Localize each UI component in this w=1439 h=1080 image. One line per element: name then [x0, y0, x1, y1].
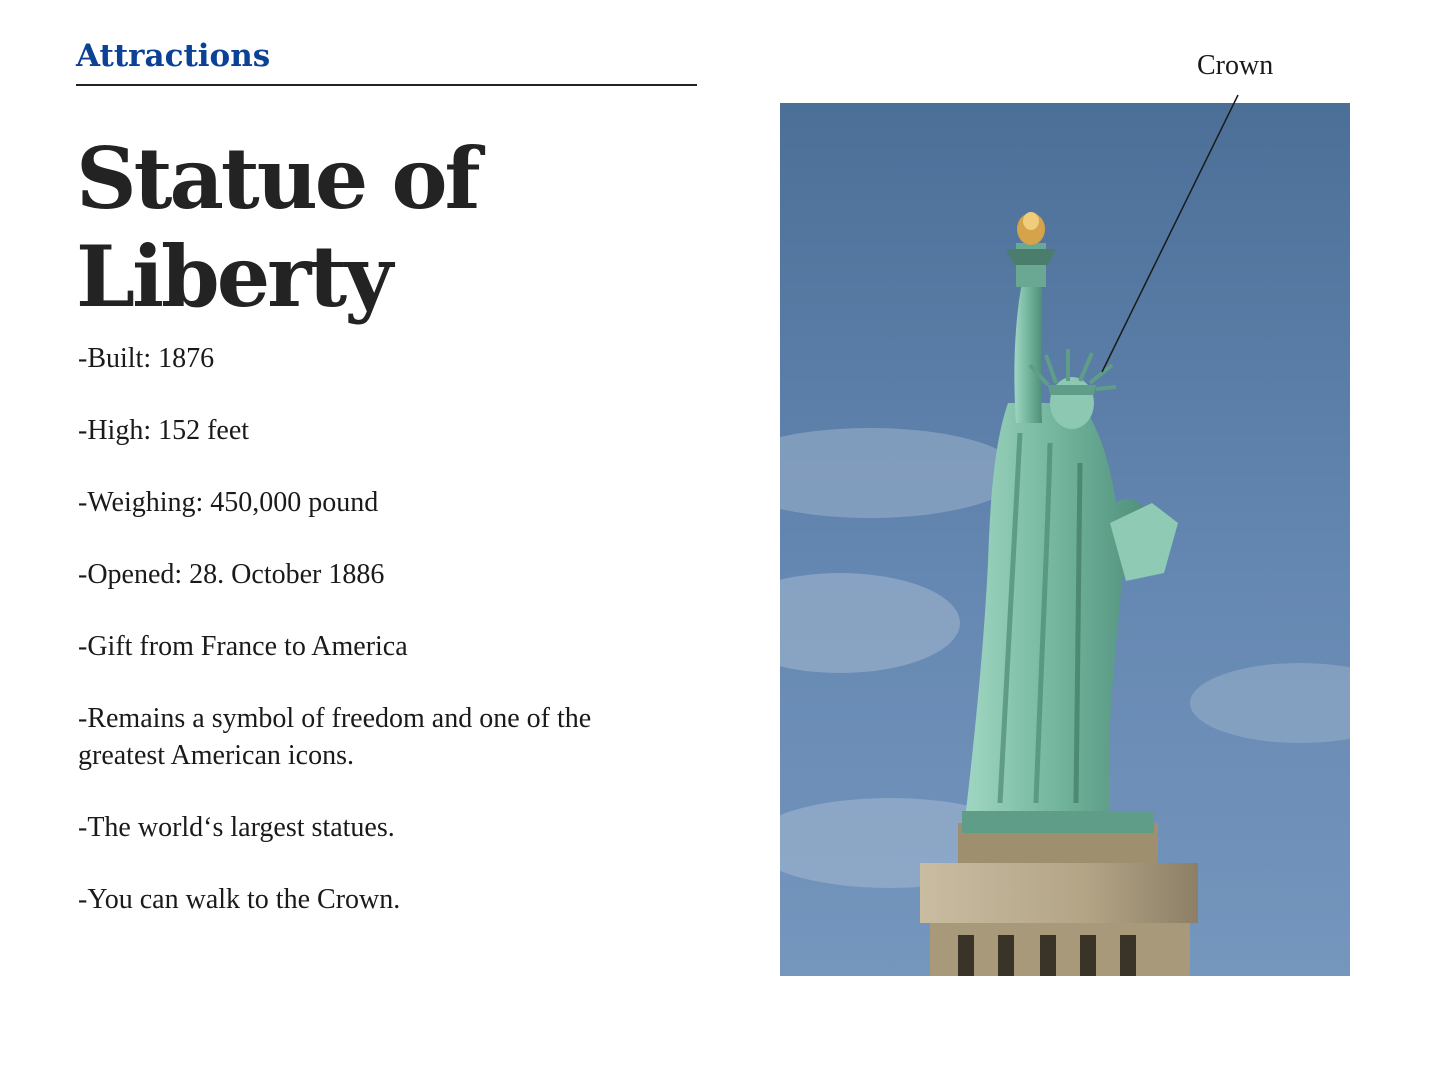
header-divider	[76, 84, 697, 86]
fact-symbol: -Remains a symbol of freedom and one of the greatest American icons.	[78, 703, 592, 771]
statue-illustration	[780, 103, 1350, 976]
crown-callout-label: Crown	[1197, 50, 1274, 81]
plinth	[962, 811, 1154, 833]
facts-list	[78, 340, 678, 953]
statue-photo	[780, 103, 1350, 976]
fact-height: -High: 152 feet	[78, 415, 250, 446]
fact-largest: -The world‘s largest statues.	[78, 812, 395, 843]
pedestal	[920, 823, 1198, 976]
page-title: Statue of Liberty	[76, 129, 478, 326]
fact-crown-walk: -You can walk to the Crown.	[78, 884, 401, 915]
fact-built: -Built: 1876	[78, 343, 215, 374]
fact-weight: -Weighing: 450,000 pound	[78, 487, 379, 518]
section-label: Attractions	[76, 38, 271, 74]
fact-gift: -Gift from France to America	[78, 631, 408, 662]
fact-opened: -Opened: 28. October 1886	[78, 559, 385, 590]
